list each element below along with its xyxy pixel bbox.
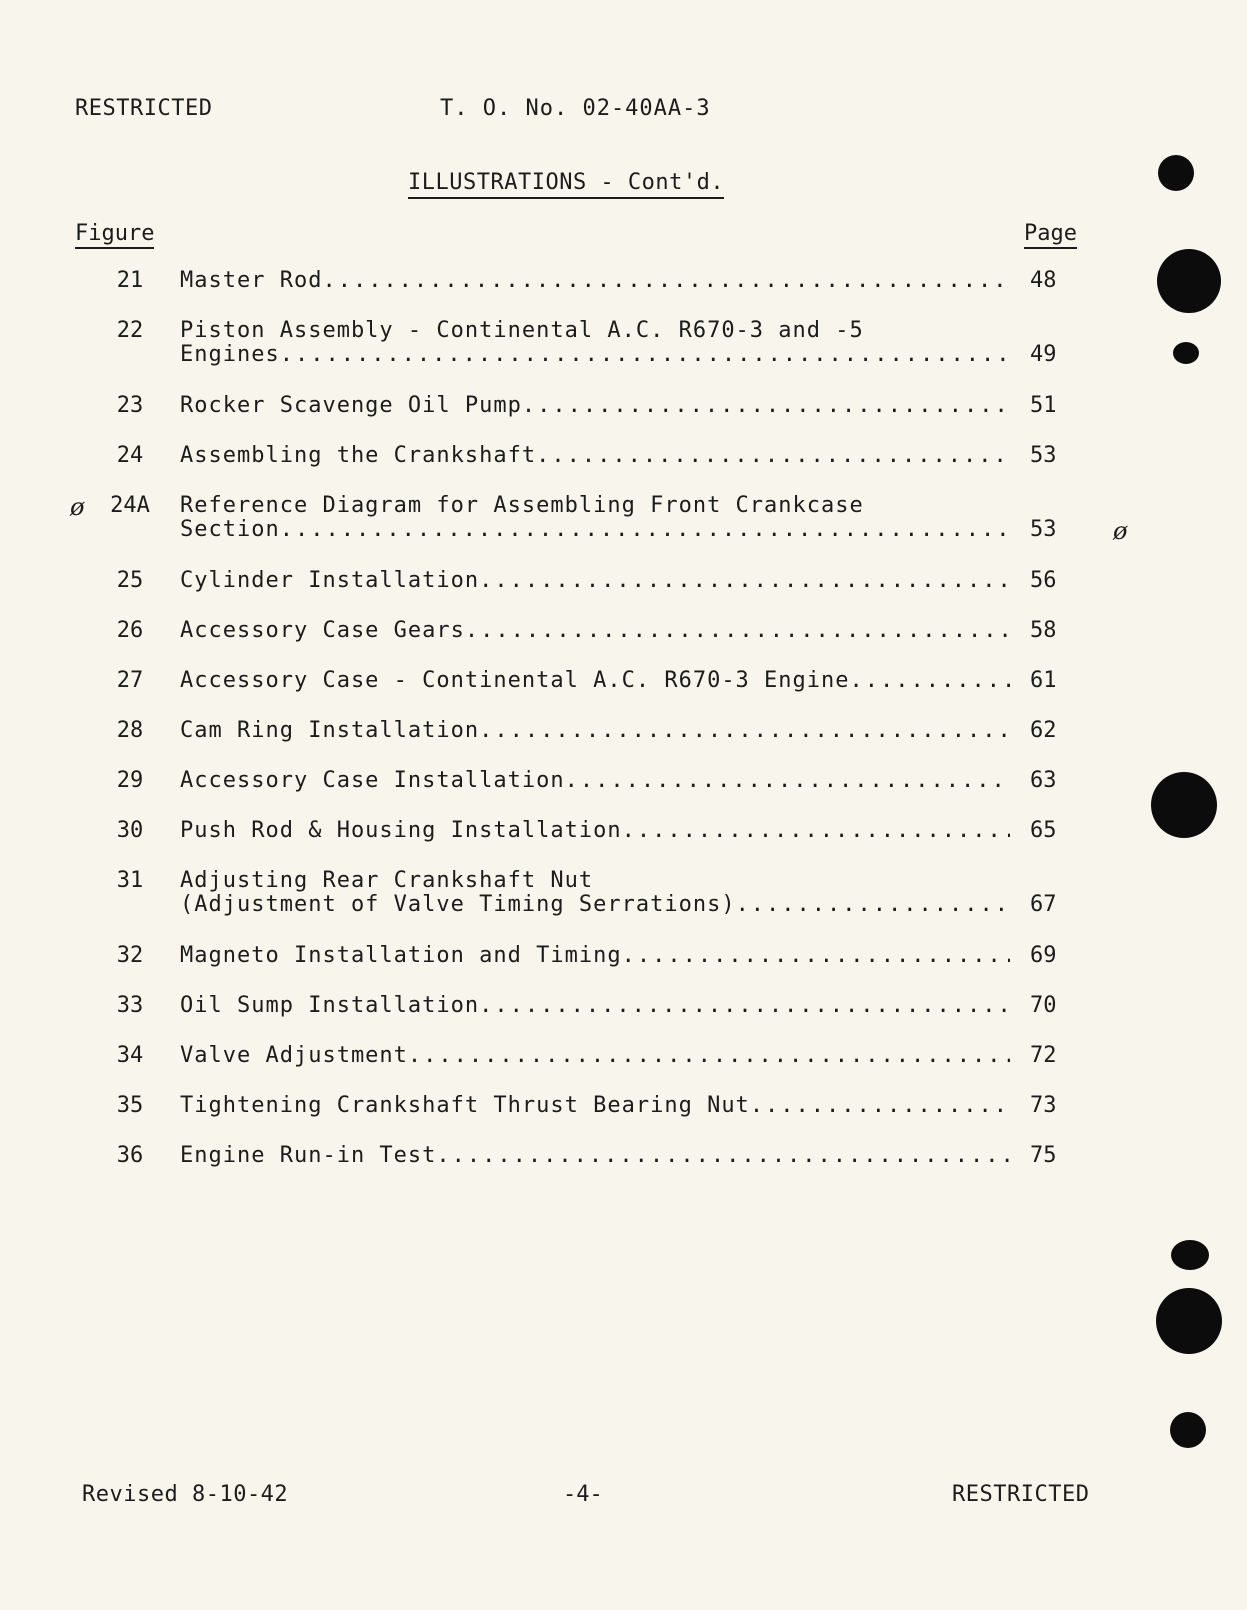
figure-title: Accessory Case Gears [180, 618, 465, 643]
illustration-list [0, 268, 1247, 1193]
list-item [0, 943, 1247, 993]
figure-title-line [180, 517, 1010, 542]
list-item [0, 818, 1247, 868]
list-item [0, 618, 1247, 668]
list-item [0, 568, 1247, 618]
figure-title: Accessory Case - Continental A.C. R670-3 Engine [180, 668, 850, 693]
figure-title: Push Rod & Housing Installation [180, 818, 622, 843]
figure-number: 29 [116, 768, 144, 793]
figure-number: 22 [116, 318, 144, 343]
list-item [0, 493, 1247, 568]
figure-title-line [180, 892, 1010, 917]
page-number: 61 [1030, 668, 1057, 693]
dot-leader [536, 443, 1010, 468]
page-number: 49 [1030, 342, 1057, 367]
page-number: 63 [1030, 768, 1057, 793]
figure-number: 26 [116, 618, 144, 643]
binder-hole [1171, 1240, 1209, 1270]
figure-title-line [180, 318, 1010, 343]
list-item [0, 768, 1247, 818]
dot-leader [479, 568, 1010, 593]
figure-title: Reference Diagram for Assembling Front Crankcase [180, 493, 864, 518]
figure-title: Valve Adjustment [180, 1043, 408, 1068]
page-number: 73 [1030, 1093, 1057, 1118]
page-number: 48 [1030, 268, 1057, 293]
list-item [0, 1143, 1247, 1193]
figure-title: Tightening Crankshaft Thrust Bearing Nut [180, 1093, 750, 1118]
page-number: 58 [1030, 618, 1057, 643]
dot-leader [565, 768, 1010, 793]
list-item [0, 993, 1247, 1043]
list-item [0, 443, 1247, 493]
figure-number: 30 [116, 818, 144, 843]
figure-number: 31 [116, 868, 144, 893]
dot-leader [479, 718, 1010, 743]
column-header-page: Page [1024, 221, 1077, 249]
figure-title-line [180, 1043, 1010, 1068]
figure-title-line [180, 618, 1010, 643]
figure-title-line [180, 493, 1010, 518]
list-item [0, 1093, 1247, 1143]
figure-title-line [180, 868, 1010, 893]
page-number: 72 [1030, 1043, 1057, 1068]
figure-title: Rocker Scavenge Oil Pump [180, 393, 522, 418]
figure-title-line [180, 268, 1010, 293]
figure-title-line [180, 393, 1010, 418]
figure-title-line [180, 668, 1010, 693]
figure-title: Accessory Case Installation [180, 768, 565, 793]
figure-title: Oil Sump Installation [180, 993, 480, 1018]
dot-leader [280, 342, 1010, 367]
figure-number: 24A [110, 493, 150, 518]
figure-number: 27 [116, 668, 144, 693]
binder-hole [1157, 249, 1221, 313]
dot-leader [408, 1043, 1010, 1068]
dot-leader [736, 892, 1010, 917]
figure-number: 32 [116, 943, 144, 968]
binder-hole [1170, 1412, 1206, 1448]
footer-classification: RESTRICTED [952, 1482, 1090, 1507]
figure-number: 36 [116, 1143, 144, 1168]
figure-number: 28 [116, 718, 144, 743]
list-item [0, 868, 1247, 943]
page-number: 69 [1030, 943, 1057, 968]
footer-page-number: -4- [563, 1482, 603, 1507]
page-number: 67 [1030, 892, 1057, 917]
page-number: 51 [1030, 393, 1057, 418]
binder-hole [1173, 342, 1199, 364]
dot-leader [522, 393, 1010, 418]
list-item [0, 318, 1247, 393]
figure-title: Adjusting Rear Crankshaft Nut [180, 868, 594, 893]
page-number: 75 [1030, 1143, 1057, 1168]
figure-number: 24 [116, 443, 144, 468]
list-item [0, 718, 1247, 768]
figure-title-line [180, 1143, 1010, 1168]
figure-title-line [180, 993, 1010, 1018]
figure-title-continued: Section [180, 517, 280, 542]
page-number: 70 [1030, 993, 1057, 1018]
figure-number: 25 [116, 568, 144, 593]
figure-title-line [180, 768, 1010, 793]
column-header-figure: Figure [75, 221, 154, 249]
footer-revision: Revised 8-10-42 [82, 1482, 289, 1507]
dot-leader [622, 818, 1010, 843]
page-number: 65 [1030, 818, 1057, 843]
figure-title: Cylinder Installation [180, 568, 480, 593]
list-item [0, 268, 1247, 318]
figure-title-line [180, 568, 1010, 593]
page-number: 53 [1030, 517, 1057, 542]
figure-number: 23 [116, 393, 144, 418]
dot-leader [479, 993, 1010, 1018]
figure-title-line [180, 1093, 1010, 1118]
list-item [0, 1043, 1247, 1093]
dot-leader [750, 1093, 1010, 1118]
figure-title: Piston Assembly - Continental A.C. R670-3 and -5 [180, 318, 864, 343]
dot-leader [280, 517, 1010, 542]
figure-title-line [180, 342, 1010, 367]
figure-title-line [180, 718, 1010, 743]
figure-title: Cam Ring Installation [180, 718, 480, 743]
binder-hole [1156, 1288, 1222, 1354]
figure-title-line [180, 943, 1010, 968]
dot-leader [850, 668, 1010, 693]
figure-title: Master Rod [180, 268, 323, 293]
figure-title-line [180, 443, 1010, 468]
binder-hole [1158, 155, 1194, 191]
figure-number: 33 [116, 993, 144, 1018]
binder-hole [1151, 772, 1217, 838]
figure-title: Magneto Installation and Timing [180, 943, 622, 968]
page-number: 53 [1030, 443, 1057, 468]
list-item [0, 393, 1247, 443]
header-document-number: T. O. No. 02-40AA-3 [440, 96, 711, 121]
figure-number: 34 [116, 1043, 144, 1068]
dot-leader [622, 943, 1010, 968]
list-item [0, 668, 1247, 718]
figure-title: Assembling the Crankshaft [180, 443, 537, 468]
dot-leader [436, 1143, 1010, 1168]
page-number: 62 [1030, 718, 1057, 743]
page-number: 56 [1030, 568, 1057, 593]
figure-title-continued: Engines [180, 342, 280, 367]
revision-mark-right: ø [1113, 517, 1128, 545]
figure-title-line [180, 818, 1010, 843]
dot-leader [322, 268, 1010, 293]
figure-number: 21 [116, 268, 144, 293]
figure-number: 35 [116, 1093, 144, 1118]
dot-leader [465, 618, 1010, 643]
header-classification: RESTRICTED [75, 96, 213, 121]
figure-title: Engine Run-in Test [180, 1143, 437, 1168]
figure-title-continued: (Adjustment of Valve Timing Serrations) [180, 892, 736, 917]
revision-mark: ø [70, 493, 85, 521]
section-title: ILLUSTRATIONS - Cont'd. [408, 170, 724, 199]
